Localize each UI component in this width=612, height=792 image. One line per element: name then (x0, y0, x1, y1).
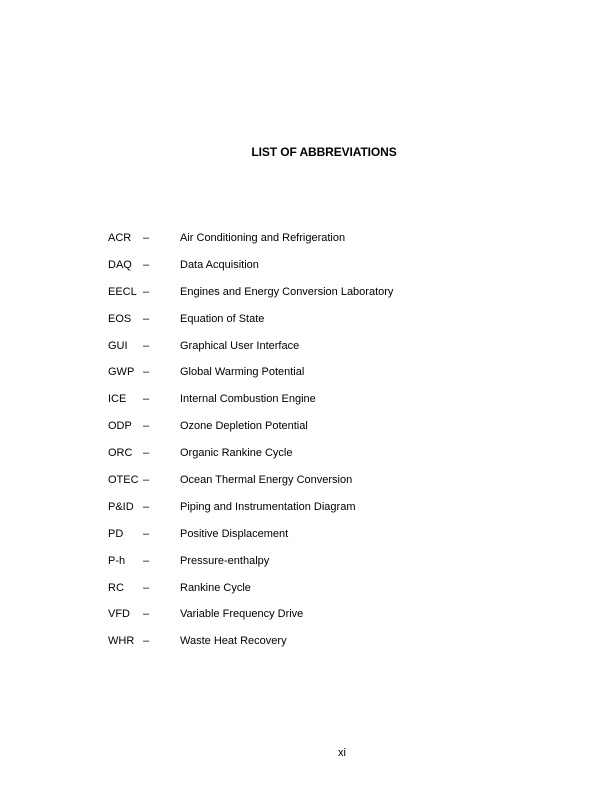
abbreviation-definition: Organic Rankine Cycle (180, 447, 293, 460)
abbreviation-term: ODP (108, 420, 132, 433)
abbreviation-definition: Waste Heat Recovery (180, 635, 287, 648)
abbreviation-definition: Equation of State (180, 312, 265, 325)
dash-separator: – (143, 366, 150, 379)
abbreviation-term: OTEC (108, 474, 139, 487)
abbreviation-term: DAQ (108, 258, 132, 271)
dash-separator: – (143, 285, 150, 298)
abbreviation-term: GWP (108, 366, 135, 379)
abbreviation-term: P-h (108, 554, 126, 567)
list-item (108, 339, 568, 366)
list-item (108, 285, 568, 312)
abbreviation-term: EECL (108, 285, 137, 298)
abbreviation-definition: Internal Combustion Engine (180, 393, 316, 406)
abbreviation-definition: Ocean Thermal Energy Conversion (180, 474, 353, 487)
abbreviation-term: RC (108, 581, 124, 594)
abbreviation-definition: Graphical User Interface (180, 339, 300, 352)
dash-separator: – (143, 447, 150, 460)
abbreviation-definition: Piping and Instrumentation Diagram (180, 500, 356, 513)
list-item (108, 581, 568, 608)
abbreviation-definition: Engines and Energy Conversion Laboratory (180, 285, 394, 298)
dash-separator: – (143, 232, 150, 244)
dash-separator: – (143, 420, 150, 433)
abbreviation-term: WHR (108, 635, 135, 648)
abbreviation-term: ORC (108, 447, 133, 460)
dash-separator: – (143, 474, 150, 487)
dash-separator: – (143, 581, 150, 594)
abbreviation-definition: Variable Frequency Drive (180, 608, 304, 621)
abbreviation-definition: Air Conditioning and Refrigeration (180, 232, 346, 244)
list-item (108, 500, 568, 527)
dash-separator: – (143, 393, 150, 406)
list-item (108, 554, 568, 581)
abbreviation-term: GUI (108, 339, 128, 352)
abbreviation-definition: Ozone Depletion Potential (180, 420, 308, 433)
list-item (108, 392, 568, 419)
abbreviation-definition: Positive Displacement (180, 527, 289, 540)
abbreviation-term: P&ID (108, 500, 134, 513)
list-item (108, 473, 568, 500)
abbreviation-term: ACR (108, 232, 132, 244)
list-item (108, 365, 568, 392)
list-item (108, 312, 568, 339)
abbreviation-term: VFD (108, 608, 130, 621)
list-item (108, 258, 568, 285)
abbreviation-term: ICE (108, 393, 127, 406)
dash-separator: – (143, 608, 150, 621)
abbreviation-definition: Pressure-enthalpy (180, 554, 270, 567)
dash-separator: – (143, 500, 150, 513)
page-title: LIST OF ABBREVIATIONS (251, 145, 397, 159)
list-item (108, 634, 568, 661)
dash-separator: – (143, 554, 150, 567)
abbreviation-term: PD (108, 527, 124, 540)
dash-separator: – (143, 635, 150, 648)
abbreviation-definition: Rankine Cycle (180, 581, 251, 594)
page-number: xi (338, 747, 346, 759)
list-item (108, 527, 568, 554)
list-item (108, 607, 568, 634)
abbreviation-term: EOS (108, 312, 132, 325)
dash-separator: – (143, 312, 150, 325)
dash-separator: – (143, 527, 150, 540)
abbreviation-definition: Global Warming Potential (180, 366, 305, 379)
abbreviation-definition: Data Acquisition (180, 258, 259, 271)
dash-separator: – (143, 258, 150, 271)
list-item (108, 231, 568, 258)
list-item (108, 419, 568, 446)
dash-separator: – (143, 339, 150, 352)
list-item (108, 446, 568, 473)
abbreviation-list (108, 231, 568, 661)
